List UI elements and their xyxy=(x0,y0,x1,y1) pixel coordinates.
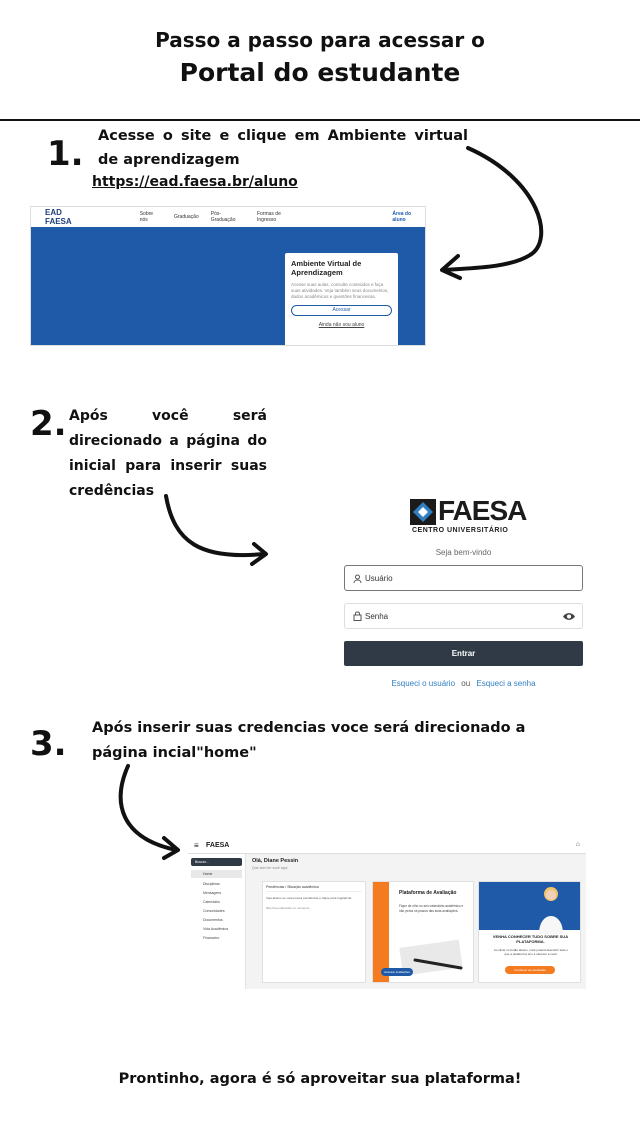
faesa-logo xyxy=(410,495,527,537)
ss3-menu-icon[interactable]: ≡ xyxy=(194,841,199,850)
step1-text: Acesse o site e clique em Ambiente virtual de aprendizagem xyxy=(98,128,468,168)
ss1-card xyxy=(285,253,398,346)
ss3-greeting-sub: Que bom ter você aqui xyxy=(252,866,288,870)
ss3-logo: FAESA xyxy=(206,842,230,849)
step3-screenshot xyxy=(188,839,586,989)
ss1-card-link[interactable]: Ainda não sou aluno xyxy=(318,322,365,328)
ss3-promo-button[interactable]: Conhecer as novidades xyxy=(505,966,555,974)
ss3-menu-item[interactable]: Comunidades xyxy=(203,909,225,913)
ss1-card-button[interactable]: Acessar xyxy=(291,305,392,316)
login-button[interactable]: Entrar xyxy=(344,641,583,666)
faesa-diamond-icon xyxy=(410,499,436,525)
faesa-logo-sub: CENTRO UNIVERSITÁRIO xyxy=(412,527,509,534)
ss3-menu-item[interactable]: Documentos xyxy=(203,918,223,922)
forgot-or: ou xyxy=(461,679,471,688)
step2-text: Após você será direcionado a página do inicial para inserir suas credências xyxy=(69,408,267,499)
faesa-logo-text: FAESA xyxy=(438,495,527,526)
step2-arrow-icon xyxy=(160,492,280,572)
step1-number: 1. xyxy=(47,134,84,174)
username-field[interactable] xyxy=(344,565,583,591)
lock-icon xyxy=(353,611,362,621)
ss3-aval-title: Plataforma de Avaliação xyxy=(399,890,457,896)
ss3-promo-card xyxy=(478,881,581,983)
password-placeholder: Senha xyxy=(365,611,389,621)
ss3-menu-item[interactable]: Financeiro xyxy=(203,936,220,940)
ss1-nav-item[interactable]: Formas de Ingresso xyxy=(256,211,281,223)
ss1-nav-item[interactable]: Graduação xyxy=(174,214,199,220)
ss3-aval-card xyxy=(372,881,474,983)
ss1-navbar xyxy=(31,207,425,227)
ss3-menu-item[interactable]: Mensagens xyxy=(203,891,222,895)
ss3-bell-icon[interactable]: ⌂ xyxy=(575,841,580,848)
ss3-sidebar xyxy=(188,854,246,989)
ss3-promo-title: VENHA CONHECER TUDO SOBRE SUA PLATAFORMA. xyxy=(492,934,569,944)
step1-arrow-icon xyxy=(430,140,550,280)
header-divider xyxy=(0,119,640,121)
ss3-panel-text2: Não há pendências no momento xyxy=(266,906,310,910)
ss3-aval-text: Fique de olho no seu calendário acadêmico e não perca os prazos das suas avaliações. xyxy=(399,904,464,913)
ss3-menu-item[interactable]: Disciplinas xyxy=(203,882,220,886)
ss1-card-text: Acesse suas aulas, consulte conteúdos e faça suas atividades. Veja também seus documentos, dados acadêmicos e questões financeiras. xyxy=(291,282,389,299)
ss3-menu-item[interactable]: Vida Acadêmica xyxy=(203,927,229,931)
ss3-search[interactable]: Buscar... xyxy=(191,858,242,866)
ss3-aval-button[interactable]: Acessar avaliações xyxy=(381,968,413,976)
ss3-menu-item[interactable]: Calendário xyxy=(203,900,220,904)
ss3-topbar xyxy=(188,839,586,854)
ss3-person-illustration-icon xyxy=(531,884,571,936)
ss3-panel-text1: Veja abaixo se você possui pendências e clique para regularizar. xyxy=(266,896,353,900)
step2-number: 2. xyxy=(30,404,67,444)
ss1-logo: EAD FAESA xyxy=(45,208,72,226)
step3-arrow-icon xyxy=(112,762,192,862)
ss3-panel xyxy=(262,881,366,983)
step1-link[interactable]: https://ead.faesa.br/aluno xyxy=(92,174,298,190)
ss3-panel-title: Pendências / Situação acadêmica xyxy=(266,885,362,892)
user-icon xyxy=(353,574,362,583)
ss3-menu-item[interactable]: Home xyxy=(191,870,242,878)
ss1-card-title: Ambiente Virtual de Aprendizagem xyxy=(291,259,362,277)
page-title: Portal do estudante xyxy=(179,58,461,87)
username-placeholder: Usuário xyxy=(365,573,393,583)
footer-text: Prontinho, agora é só aproveitar sua plataforma! xyxy=(118,1071,522,1087)
ss3-greeting: Olá, Diane Pessin xyxy=(252,858,299,864)
step3-number: 3. xyxy=(30,724,67,764)
step1-screenshot xyxy=(30,206,426,346)
page-subtitle: Passo a passo para acessar o xyxy=(155,28,485,52)
ss1-nav-item[interactable]: Sobre nós xyxy=(139,211,154,223)
forgot-password-link[interactable]: Esqueci a senha xyxy=(476,679,536,688)
step3-text: Após inserir suas credencias voce será direcionado a página incial"home" xyxy=(92,720,526,761)
forgot-username-link[interactable]: Esqueci o usuário xyxy=(391,679,456,688)
forgot-links xyxy=(344,679,583,688)
ss1-nav-item[interactable]: Pós-Graduação xyxy=(210,211,236,223)
ss3-promo-text: Ao clicar no botão abaixo, você poderá descobrir tudo o que a plataforma tem a oferecer a você. xyxy=(493,948,569,956)
password-field[interactable] xyxy=(344,603,583,629)
eye-icon[interactable] xyxy=(562,612,576,621)
ss1-area-link[interactable]: Área do aluno xyxy=(392,211,412,223)
welcome-text: Seja bem-vindo xyxy=(435,548,492,557)
